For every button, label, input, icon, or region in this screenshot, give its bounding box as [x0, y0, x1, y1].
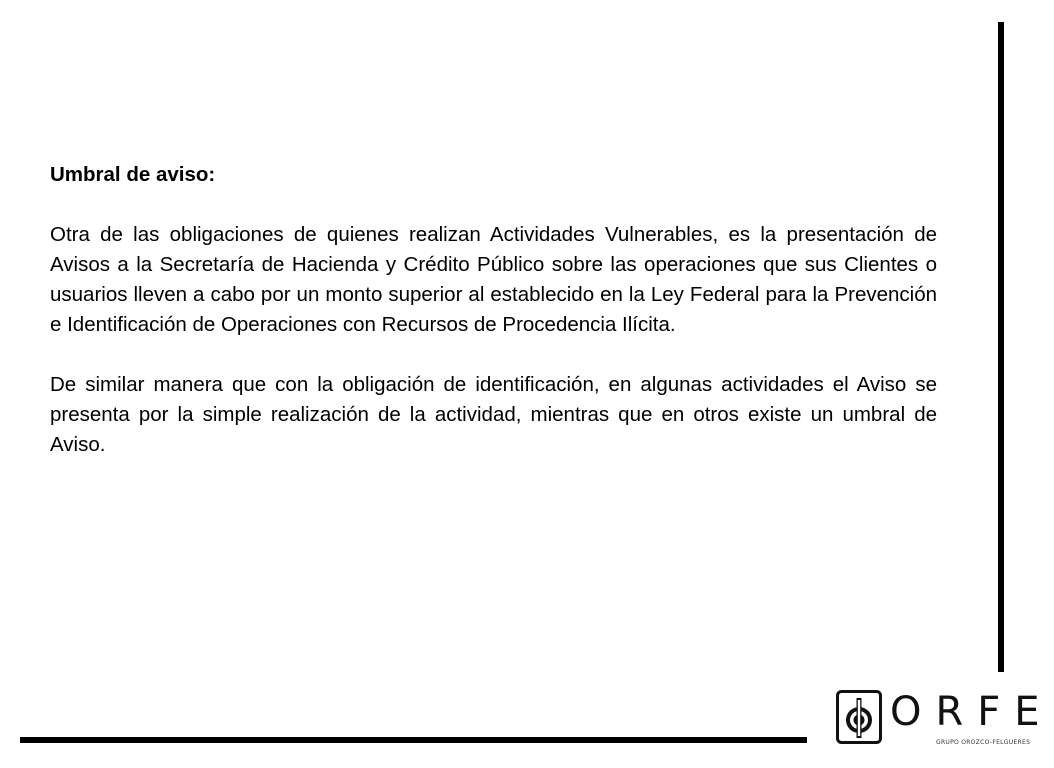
logo-subtitle: GRUPO OROZCO-FELGUERES: [936, 739, 1031, 746]
slide-heading: Umbral de aviso:: [50, 163, 216, 186]
horizontal-divider: [20, 737, 807, 743]
slide-body: [50, 160, 937, 490]
logo-wordmark: ORFE: [890, 689, 1054, 735]
orfe-phi-logo-icon: [836, 690, 882, 744]
paragraph-obligations: Otra de las obligaciones de quienes realizan Actividades Vulnerables, es la presentación de Avisos a la Secretaría de Hacienda y Crédito Público sobre las operaciones que sus Clientes o usuarios lleven a cabo por un monto superior al establecido en la Ley Federal para la Prevención e Identificación de Operaciones con Recursos de Procedencia Ilícita.: [50, 223, 937, 336]
orfe-logo: [836, 689, 1054, 750]
vertical-divider: [998, 22, 1004, 672]
paragraph-identification: De similar manera que con la obligación de identificación, en algunas actividades el Aviso se presenta por la simple realización de la actividad, mientras que en otros existe un umbral de Aviso.: [50, 373, 937, 456]
